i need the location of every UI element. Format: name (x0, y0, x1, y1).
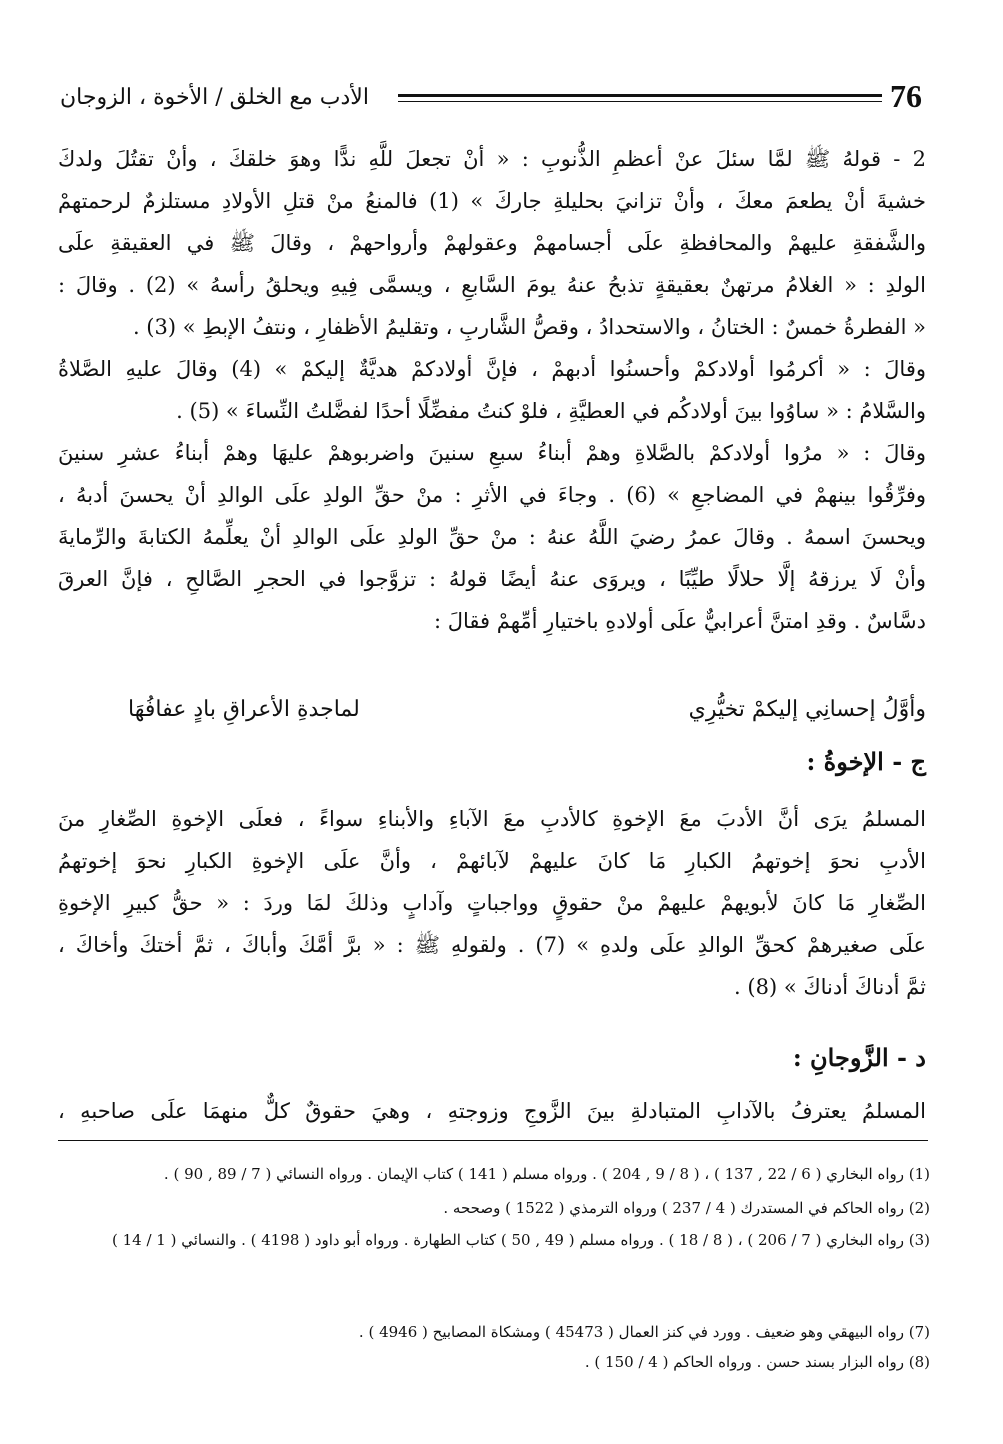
page-number: 76 (890, 78, 922, 114)
text-line: دسَّاسٌ . وقدِ امتنَّ أعرابيٌّ علَى أولادهِ باختيارِ أمِّهمْ فقالَ : (433, 609, 926, 633)
text-line: وأنْ لَا يرزقهُ إلَّا حلالًا طيِّبًا ، ويروَى عنهُ أيضًا قولهُ : تزوَّجوا في الحجرِ الصَّالحِ ، فإنَّ العرقَ (58, 567, 926, 591)
text-line: الأدبِ نحوَ إخوتهمُ الكبارِ مَا كانَ عليهمْ لآبائهمْ ، وأنَّ علَى الإخوةِ الكبارِ نحوَ إخوتهمُ (58, 849, 926, 873)
footnote-3: (3) رواه البخاري ( 7 / 206 ) ، ( 8 / 18 ) . ورواه مسلم ( 49 , 50 ) كتاب الطهارة . ورواه أبو داود ( 4198 ) . والنسائي ( 1 / 14 ) (111, 1231, 930, 1249)
section-heading-brothers: ج - الإخوةُ : (806, 747, 926, 776)
text-line: الصِّغارِ مَا كانَ لأبويهمْ عليهمْ منْ حقوقٍ وواجباتٍ وآدابٍ وذلكَ لمَا وردَ : « حقُّ كبيرِ الإخوةِ (58, 891, 926, 915)
text-line: المسلمُ يعترفُ بالآدابِ المتبادلةِ بينَ الزَّوجِ وزوجتهِ ، وهيَ حقوقٌ كلٌّ منهمَا علَى صاحبهِ ، (58, 1099, 926, 1123)
text-line: 2 - قولهُ ﷺ لمَّا سئلَ عنْ أعظمِ الذُّنوبِ : « أنْ تجعلَ للَّهِ ندًّا وهوَ خلقكَ ، وأنْ تقتُلَ ولدكَ (58, 147, 926, 171)
header-rule (398, 94, 882, 97)
section-heading-spouses: د - الزَّوجانِ : (792, 1043, 926, 1072)
text-line: ثمَّ أدناكَ أدناكَ » (8) . (734, 975, 926, 999)
header-rule-thin (398, 101, 882, 102)
verse-hemistich-first: وأوَّلُ إحسانِي إليكمْ تخيُّرِي (688, 697, 926, 722)
verse-hemistich-second: لماجدةِ الأعراقِ بادٍ عفافُهَا (128, 697, 360, 722)
text-line: وقالَ : « أكرمُوا أولادكمْ وأحسنُوا أدبهمْ ، فإنَّ أولادكمْ هديَّةٌ إليكمْ » (4) وقالَ عليهِ الصَّلاةُ (58, 357, 926, 381)
text-line: ويحسنَ اسمهُ . وقالَ عمرُ رضيَ اللَّهُ عنهُ : منْ حقِّ الولدِ علَى الوالدِ أنْ يعلِّمهُ الكتابةَ والرِّمايةَ (58, 525, 926, 549)
text-line: المسلمُ يرَى أنَّ الأدبَ معَ الإخوةِ كالأدبِ معَ الآباءِ والأبناءِ سواءً ، فعلَى الإخوةِ الصِّغارِ منَ (58, 807, 926, 831)
text-line: « الفطرةُ خمسٌ : الختانُ ، والاستحدادُ ، وقصُّ الشَّاربِ ، وتقليمُ الأظفارِ ، ونتفُ الإبطِ » (3) . (132, 315, 926, 339)
running-title: الأدب مع الخلق / الأخوة ، الزوجان (60, 85, 369, 110)
paragraph-brothers (58, 798, 926, 1008)
paragraph-spouses (58, 1090, 926, 1132)
footnote-2: (2) رواه الحاكم في المستدرك ( 4 / 237 ) ورواه الترمذي ( 1522 ) وصححه . (443, 1199, 930, 1217)
text-line: والشَّفقةِ عليهمْ والمحافظةِ علَى أجسامهمْ وعقولهمْ وأرواحهمْ ، وقالَ ﷺ في العقيقةِ علَى (58, 231, 926, 255)
text-line: والسَّلامُ : « ساوُوا بينَ أولادكُم في العطيَّةِ ، فلوْ كنتُ مفضِّلًا أحدًا لفضَّلتُ النِّساءَ » (5) . (176, 399, 926, 423)
text-line: خشيةَ أنْ يطعمَ معكَ ، وأنْ تزانيَ بحليلةِ جاركَ » (1) فالمنعُ منْ قتلِ الأولادِ مستلزمٌ لرحمتهمْ (58, 189, 926, 213)
text-line: وفرِّقُوا بينهمْ في المضاجعِ » (6) . وجاءَ في الأثرِ : منْ حقِّ الولدِ علَى الوالدِ أنْ يحسنَ أدبهُ ، (58, 483, 926, 507)
footnote-1: (1) رواه البخاري ( 6 / 22 , 137 ) ، ( 8 / 9 , 204 ) . ورواه مسلم ( 141 ) كتاب الإيمان . ورواه النسائي ( 7 / 89 , 90 ) . (163, 1165, 930, 1183)
poetry-verse (58, 688, 926, 732)
text-line: الولدِ : « الغلامُ مرتهنٌ بعقيقةٍ تذبحُ عنهُ يومَ السَّابعِ ، ويسمَّى فِيهِ ويحلقُ رأسهُ » (2) . وقالَ : (58, 273, 926, 297)
footnote-7: (7) رواه البيهقي وهو ضعيف . وورد في كنز العمال ( 45473 ) ومشكاة المصابيح ( 4946 ) . (358, 1323, 930, 1341)
text-line: علَى صغيرهمْ كحقِّ الوالدِ علَى ولدهِ » (7) . ولقولهِ ﷺ : « برَّ أمَّكَ وأباكَ ، ثمَّ أختكَ وأخاكَ ، (58, 933, 926, 957)
footnote-8: (8) رواه البزار بسند حسن . ورواه الحاكم ( 4 / 150 ) . (584, 1353, 930, 1371)
text-line: وقالَ : « مرُوا أولادكمْ بالصَّلاةِ وهمْ أبناءُ سبعِ سنينَ واضربوهمْ عليهَا وهمْ أبناءُ عشرِ سنينَ (58, 441, 926, 465)
footnote-separator (58, 1140, 928, 1141)
paragraph-children-rights (58, 138, 926, 642)
